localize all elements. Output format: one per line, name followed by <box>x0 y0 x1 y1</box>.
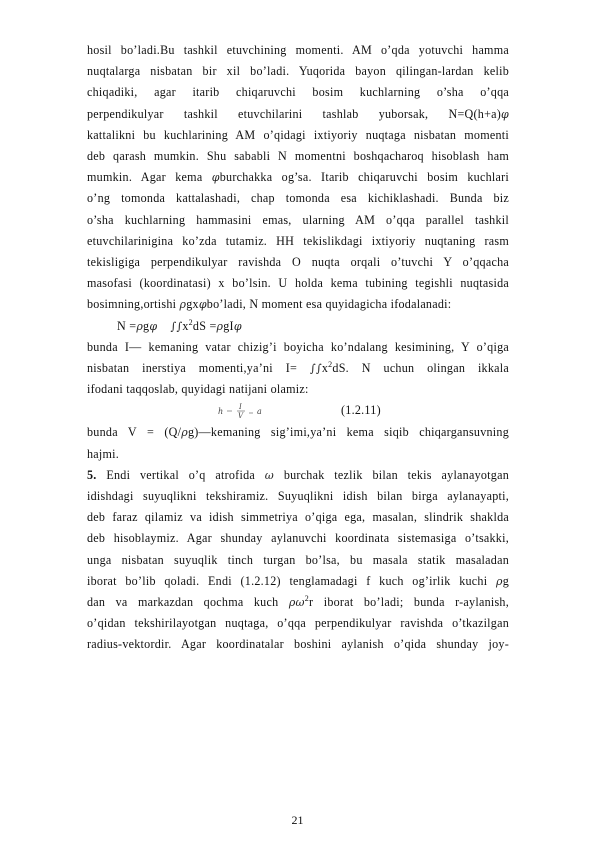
text-line: mumkin. Agar kema φburchakka og’sa. Itarib chiqaruvchi bosim kuchlari <box>87 170 509 185</box>
integral-sign-icon: ∫∫ <box>170 319 183 333</box>
text-line: hajmi. <box>87 446 120 461</box>
paragraph-inertia-moment <box>87 337 509 401</box>
page-number: 21 <box>291 813 304 827</box>
moment-equation: N =ρgφ $\int\int x^2dS =\rho gI\varphi$ <box>117 317 242 333</box>
omega-symbol-icon: ω <box>264 468 275 482</box>
paragraph-volume <box>87 422 509 464</box>
svg-text:a: a <box>257 407 263 417</box>
phi-symbol-icon: φ <box>501 107 509 121</box>
rho-symbol-icon: ρ <box>496 574 503 588</box>
text-line: dan va markazdan qochma kuch $\rho\omega^2r$ iborat bo’ladi; bunda r-aylanish, <box>87 594 510 610</box>
svg-text:h: h <box>218 407 224 417</box>
text-line: deb faraz qilamiz va idish simmetriya o’qiga ega, masalan, slindrik shaklda <box>87 510 509 525</box>
text-line: bosimning,ortishi ρgxφbo’ladi, N moment esa quyidagicha ifodalanadi: <box>87 297 452 312</box>
text-line: o’sha kuchlarning hammasini emas, ularning AM o’qqa parallel tashkil <box>87 212 509 227</box>
body-text <box>87 40 509 656</box>
rho-symbol-icon: ρ <box>136 319 144 333</box>
text-line: deb hisoblaymiz. Agar shunday aylanuvchi koordinata sistemasiga o’tsakki, <box>87 531 509 546</box>
formula-1-2-11 <box>87 400 509 422</box>
text-line: etuvchilarinigina ko’zda tutamiz. HH tekislikdagi ixtiyoriy nuqtaning rasm <box>87 233 509 248</box>
paragraph-rotating-vessel <box>87 465 509 656</box>
text-line: o’qidan tekshirilayotgan nuqtaga, o’qqa perpendikulyar ravishda o’tkazilgan <box>87 616 509 631</box>
svg-text:I: I <box>239 403 243 412</box>
text-line: deb qarash mumkin. Shu sababli N momentni boshqacharoq hisoblash ham <box>87 149 509 164</box>
omega-symbol-icon: ω <box>295 596 305 610</box>
text-line: hosil bo’ladi.Bu tashkil etuvchining momenti. AM o’qda yotuvchi hamma <box>87 43 509 57</box>
phi-symbol-icon: φ <box>211 171 220 185</box>
svg-text:V: V <box>238 412 244 421</box>
text-line: chiqadiki, agar itarib chiqaruvchi bosim kuchlarning o’sha o’qqa <box>87 85 509 100</box>
integral-sign-icon: ∫∫ <box>309 362 322 376</box>
formula-number: (1.2.11) <box>341 403 381 418</box>
text-line: nisbatan inerstiya momenti,ya’ni $I= \int\int x^2dS$. N uchun olingan ikkala <box>87 360 509 376</box>
text-line: kattalikni bu kuchlarining AM o’qidagi ixtiyoriy nuqtaga nisbatan momenti <box>87 127 509 142</box>
text-line: o’ng tomonda kattalashadi, chap tomonda esa kichiklashadi. Bunda biz <box>87 191 509 206</box>
phi-symbol-icon: φ <box>149 319 158 333</box>
phi-symbol-icon: φ <box>233 319 242 333</box>
rho-symbol-icon: ρ <box>288 596 296 610</box>
text-line: unga nisbatan suyuqlik tinch turgan bo’lsa, bu masala statik masaladan <box>87 552 509 567</box>
text-line: tekisligiga perpendikulyar ravishda O nuqta orqali o’tuvchi Y o’qqacha <box>87 255 509 270</box>
text-line: bunda V = (Q/ρg)—kemaning sig’imi,ya’ni kema siqib chiqargansuvning <box>87 425 509 440</box>
text-line: ifodani taqqoslab, quyidagi natijani olamiz: <box>87 382 309 397</box>
rho-symbol-icon: ρ <box>216 319 224 333</box>
text-line: idishdagi suyuqlikni tekshiramiz. Suyuqlikni idish bilan birga aylanayapti, <box>87 489 509 504</box>
phi-symbol-icon: φ <box>198 298 207 312</box>
text-line: iborat bo’lib qoladi. Endi (1.2.12) tenglamadagi f kuch og’irlik kuchi ρg <box>87 573 510 588</box>
rho-symbol-icon: ρ <box>179 298 187 312</box>
text-line: radius-vektordir. Agar koordinatalar boshini aylanish o’qida shunday joy- <box>87 637 509 652</box>
section-number: 5. <box>87 467 97 482</box>
paragraph-hydrostatic-moment <box>87 40 509 316</box>
rho-symbol-icon: ρ <box>181 426 188 440</box>
text-line: nuqtalarga nisbatan bir xil bo’ladi. Yuqorida bayon qilingan-lardan kelib <box>87 64 509 79</box>
text-line: bunda I— kemaning vatar chizig’i boyicha ko’ndalang kesimining, Y o’qiga <box>87 339 509 354</box>
text-line: perpendikulyar tashkil etuvchilarini tashlab yuborsak, N=Q(h+a)φ <box>87 106 509 121</box>
text-line: 5. Endi vertikal o’q atrofida ω burchak tezlik bilan tekis aylanayotgan <box>87 467 510 482</box>
metacentric-height-formula-image <box>217 402 273 420</box>
text-line: masofasi (koordinatasi) x bo’lsin. U holda kema tubining tegishli nuqtasida <box>87 276 509 291</box>
